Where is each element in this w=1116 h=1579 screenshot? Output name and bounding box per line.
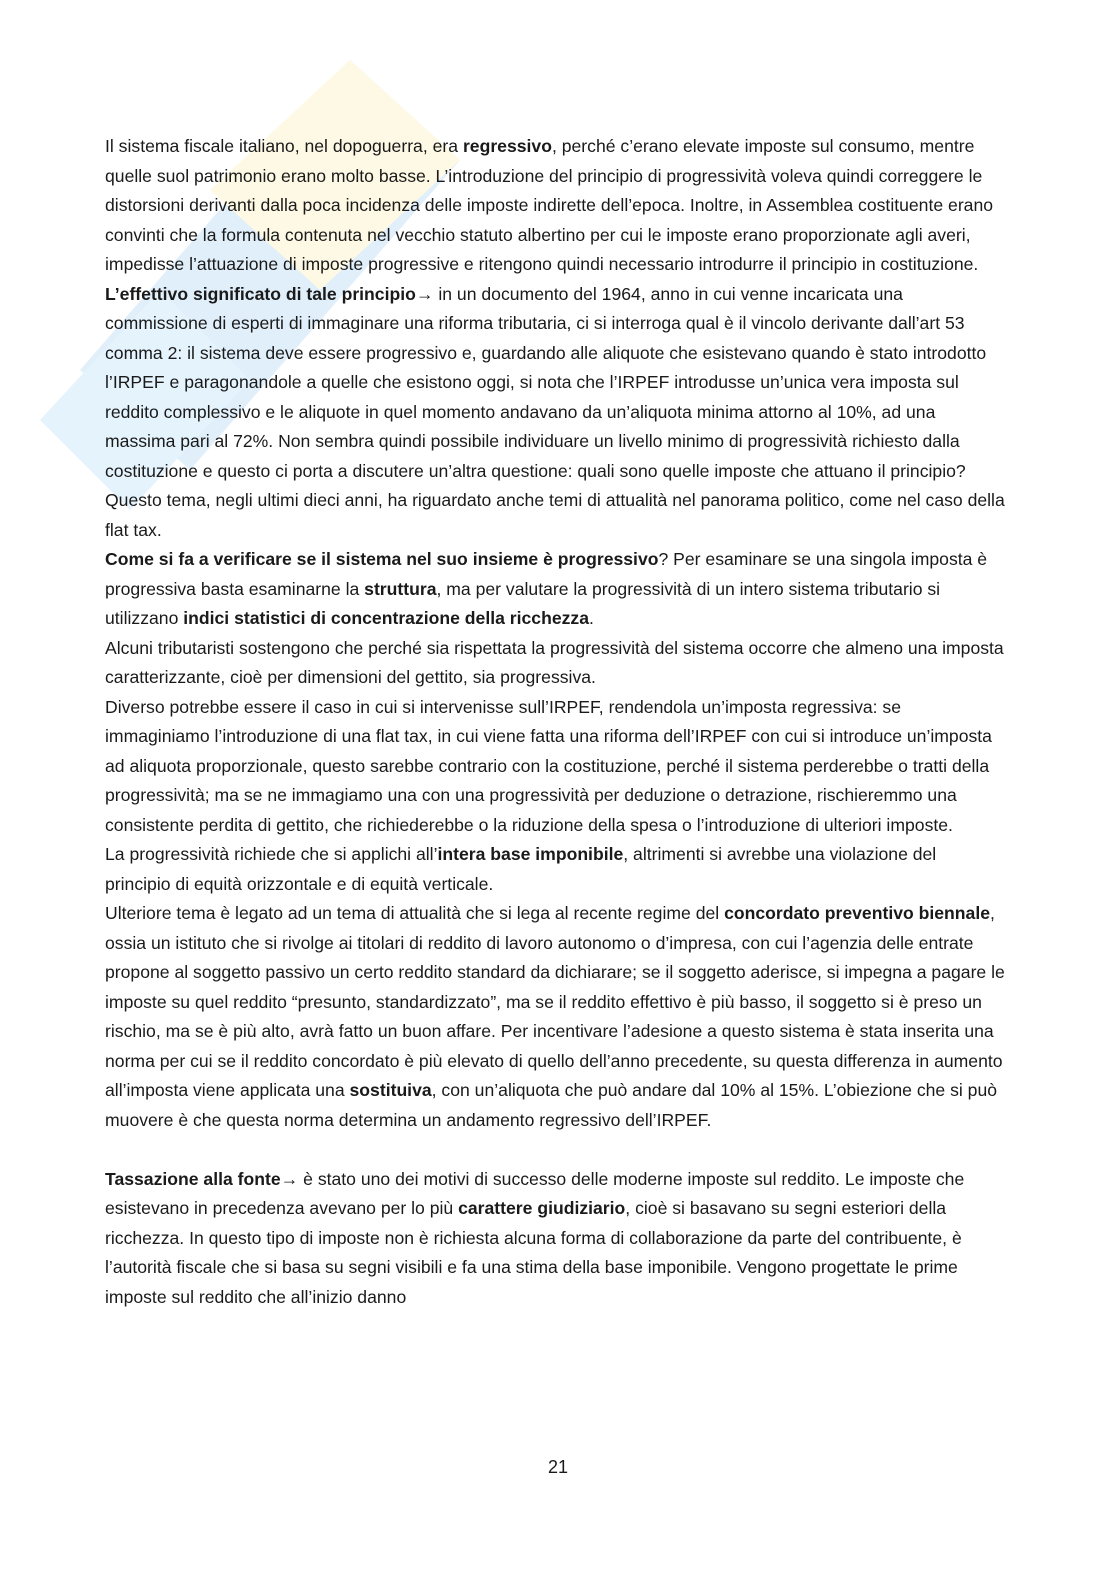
text-run: , ma per valutare la progressività di un intero sistema tributario si utilizzano [105,578,941,628]
text-run: Il sistema fiscale italiano, nel dopoguerra, era [105,136,463,156]
bold-text: L’effettivo significato di tale principio [105,283,416,304]
bold-text: Tassazione alla fonte [105,1168,281,1189]
bold-text: regressivo [462,136,552,156]
paragraph-flat-tax [105,693,1005,841]
text-run: Diverso potrebbe essere il caso in cui si intervenisse sull’IRPEF, rendendola un’imposta regressiva: se immaginiamo l’introduzione di una flat tax, in cui viene fatta una riforma dell’IRPEF con cui si introduce un’imposta ad aliquota proporzionale, questo sarebbe contrario con la costituzione, perché il sistema perderebbe o tratti della progressività; ma se ne immagiamo una con una progressività per deduzione o detrazione, rischieremmo una consistente perdita di gettito, che richiederebbe o la riduzione della spesa o l’introduzione di ulteriori imposte. [105,696,992,835]
page-number: 21 [547,1457,569,1477]
text-run: La progressività richiede che si applichi all’ [105,844,438,864]
text-run: , con un’aliquota che può andare dal 10% al 15%. L’obiezione che si può muovere è che questa norma determina un andamento regressivo dell’IRPEF. [105,1080,998,1130]
bold-text: concordato preventivo biennale [724,903,990,923]
paragraph-concordato [105,899,1005,1135]
bold-text: Come si fa a verificare se il sistema nel suo insieme è progressivo [105,549,659,569]
text-run: , altrimenti si avrebbe una violazione del principio di equità orizzontale e di equità verticale. [105,844,937,894]
text-run: ? Per esaminare se una singola imposta è progressiva basta esaminarne la [105,549,988,599]
bold-text: struttura [364,578,437,599]
paragraph-effective-meaning [105,280,1005,546]
text-run: → è stato uno dei motivi di successo delle moderne imposte sul reddito. Le imposte che esistevano in precedenza avevano per lo più [105,1168,965,1218]
text-run: Ulteriore tema è legato ad un tema di attualità che si lega al recente regime del [105,903,725,923]
text-run: Alcuni tributaristi sostengono che perché sia rispettata la progressività del sistema occorre che almeno una imposta caratterizzante, cioè per dimensioni del gettito, sia progressiva. [105,637,1004,687]
paragraph-tax-base [105,840,1005,899]
bold-text: indici statistici di concentrazione della ricchezza [183,608,590,628]
paragraph-tassazione-fonte [105,1165,1005,1313]
text-run: , cioè si basavano su segni esteriori della ricchezza. In questo tipo di imposte non è richiesta alcuna forma di collaborazione da parte del contribuente, è l’autorità fiscale che si basa su segni visibili e fa una stima della base imponibile. Vengono progettate le prime imposte sul reddito che all’inizio danno [105,1198,962,1307]
text-run: , perché c’erano elevate imposte sul consumo, mentre quelle suol patrimonio erano molto basse. L’introduzione del principio di progressività voleva quindi correggere le distorsioni derivanti dalla poca incidenza delle imposte indirette dell’epoca. Inoltre, in Assemblea costituente erano convinti che la formula contenuta nel vecchio statuto albertino per cui le imposte erano proporzionate agli averi, impedisse l’attuazione di imposte progressive e ritengono quindi necessario introdurre il principio in costituzione. [105,136,994,274]
bold-text: intera base imponibile [437,844,624,864]
bold-text: sostituiva [349,1080,432,1100]
bold-text: carattere giudiziario [458,1198,626,1218]
paragraph-verify-progressive [105,545,1005,634]
paragraph-tax-experts [105,634,1005,693]
text-run: , ossia un istituto che si rivolge ai titolari di reddito di lavoro autonomo o d’impresa, con cui l’agenzia delle entrate propone al soggetto passivo un certo reddito standard da dichiarare; se il soggetto aderisce, si impegna a pagare le imposte su quel reddito “presunto, standardizzato”, ma se il reddito effettivo è più basso, il soggetto si è preso un rischio, ma se è più alto, avrà fatto un buon affare. Per incentivare l’adesione a questo sistema è stata inserita una norma per cui se il reddito concordato è più elevato di quello dell’anno precedente, su questa differenza in aumento all’imposta viene applicata una [105,903,1005,1100]
text-run: → in un documento del 1964, anno in cui venne incaricata una commissione di esperti di immaginare una riforma tributaria, ci si interroga qual è il vincolo derivante dall’art 53 comma 2: il sistema deve essere progressivo e, guardando alle aliquote che esistevano quando è stato introdotto l’IRPEF e paragonandole a quelle che esistono oggi, si nota che l’IRPEF introdusse un’unica vera imposta sul reddito complessivo e le aliquote in quel momento andavano da un’aliquota minima attorno al 10%, ad una massima pari al 72%. Non sembra quindi possibile individuare un livello minimo di progressività richiesto dalla costituzione e questo ci porta a discutere un’altra questione: quali sono quelle imposte che attuano il principio? Questo tema, negli ultimi dieci anni, ha riguardato anche temi di attualità nel panorama politico, come nel caso della flat tax. [105,283,1005,540]
page-body [105,132,1005,1312]
text-run: . [589,608,594,628]
paragraph-intro [105,132,1005,280]
